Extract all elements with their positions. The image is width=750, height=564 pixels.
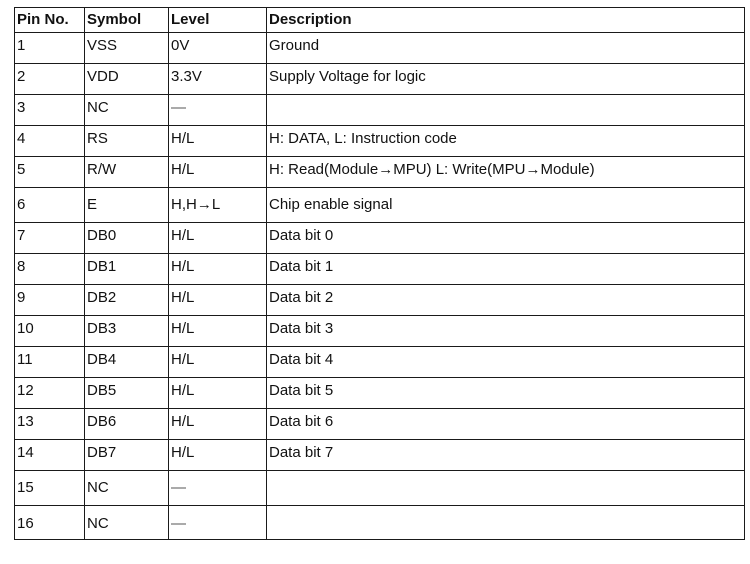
pin-number: 15 xyxy=(15,471,85,506)
pin-symbol: DB4 xyxy=(85,347,169,378)
pin-description: Data bit 2 xyxy=(267,285,745,316)
pin-level: H/L xyxy=(169,126,267,157)
table-row xyxy=(15,33,745,64)
table-row xyxy=(15,316,745,347)
pin-symbol: DB0 xyxy=(85,223,169,254)
pin-level: — xyxy=(169,506,267,540)
pin-description: Data bit 7 xyxy=(267,440,745,471)
pin-symbol: DB3 xyxy=(85,316,169,347)
pin-number: 13 xyxy=(15,409,85,440)
table-row xyxy=(15,440,745,471)
pin-description: Data bit 3 xyxy=(267,316,745,347)
pin-number: 8 xyxy=(15,254,85,285)
pin-level: 0V xyxy=(169,33,267,64)
pin-number: 9 xyxy=(15,285,85,316)
pin-symbol: DB1 xyxy=(85,254,169,285)
pin-description: Data bit 1 xyxy=(267,254,745,285)
table-row xyxy=(15,409,745,440)
pin-description xyxy=(267,95,745,126)
pin-symbol: DB2 xyxy=(85,285,169,316)
table-row xyxy=(15,254,745,285)
table-row xyxy=(15,64,745,95)
pin-level: — xyxy=(169,471,267,506)
pin-description-table xyxy=(14,7,745,540)
pin-number: 6 xyxy=(15,188,85,223)
pin-description: Data bit 0 xyxy=(267,223,745,254)
pin-level: — xyxy=(169,95,267,126)
pin-symbol: NC xyxy=(85,471,169,506)
pin-number: 11 xyxy=(15,347,85,378)
pin-level: H/L xyxy=(169,440,267,471)
header-level: Level xyxy=(169,8,267,33)
table-row xyxy=(15,378,745,409)
header-description: Description xyxy=(267,8,745,33)
pin-level: H/L xyxy=(169,157,267,188)
pin-symbol: E xyxy=(85,188,169,223)
pin-level: H/L xyxy=(169,254,267,285)
pin-description: Data bit 6 xyxy=(267,409,745,440)
table-row xyxy=(15,506,745,540)
pin-number: 2 xyxy=(15,64,85,95)
pin-symbol: VDD xyxy=(85,64,169,95)
table-row xyxy=(15,95,745,126)
pin-description xyxy=(267,506,745,540)
pin-number: 10 xyxy=(15,316,85,347)
table-row xyxy=(15,347,745,378)
pin-description: Ground xyxy=(267,33,745,64)
pin-symbol: R/W xyxy=(85,157,169,188)
pin-level: H/L xyxy=(169,223,267,254)
pin-number: 7 xyxy=(15,223,85,254)
pin-level: H/L xyxy=(169,378,267,409)
pin-description: Chip enable signal xyxy=(267,188,745,223)
pin-number: 14 xyxy=(15,440,85,471)
table-row xyxy=(15,223,745,254)
pin-symbol: VSS xyxy=(85,33,169,64)
pin-description: H: DATA, L: Instruction code xyxy=(267,126,745,157)
pin-number: 3 xyxy=(15,95,85,126)
pin-level: H,H→L xyxy=(169,188,267,223)
pin-symbol: DB5 xyxy=(85,378,169,409)
pin-level: H/L xyxy=(169,347,267,378)
pin-symbol: RS xyxy=(85,126,169,157)
table-row xyxy=(15,188,745,223)
pin-number: 1 xyxy=(15,33,85,64)
pin-level: H/L xyxy=(169,285,267,316)
pin-symbol: DB6 xyxy=(85,409,169,440)
table-row xyxy=(15,471,745,506)
pin-number: 12 xyxy=(15,378,85,409)
pin-symbol: NC xyxy=(85,95,169,126)
table-header-row xyxy=(15,8,745,33)
pin-description xyxy=(267,471,745,506)
pin-description: Data bit 5 xyxy=(267,378,745,409)
pin-number: 16 xyxy=(15,506,85,540)
pin-symbol: NC xyxy=(85,506,169,540)
pin-level: 3.3V xyxy=(169,64,267,95)
pin-description: Data bit 4 xyxy=(267,347,745,378)
pin-description: Supply Voltage for logic xyxy=(267,64,745,95)
pin-level: H/L xyxy=(169,316,267,347)
pin-number: 5 xyxy=(15,157,85,188)
table-row xyxy=(15,157,745,188)
header-pin-no: Pin No. xyxy=(15,8,85,33)
pin-level: H/L xyxy=(169,409,267,440)
pin-number: 4 xyxy=(15,126,85,157)
header-symbol: Symbol xyxy=(85,8,169,33)
table-row xyxy=(15,285,745,316)
pin-symbol: DB7 xyxy=(85,440,169,471)
table-row xyxy=(15,126,745,157)
pin-description: H: Read(Module→MPU) L: Write(MPU→Module) xyxy=(267,157,745,188)
